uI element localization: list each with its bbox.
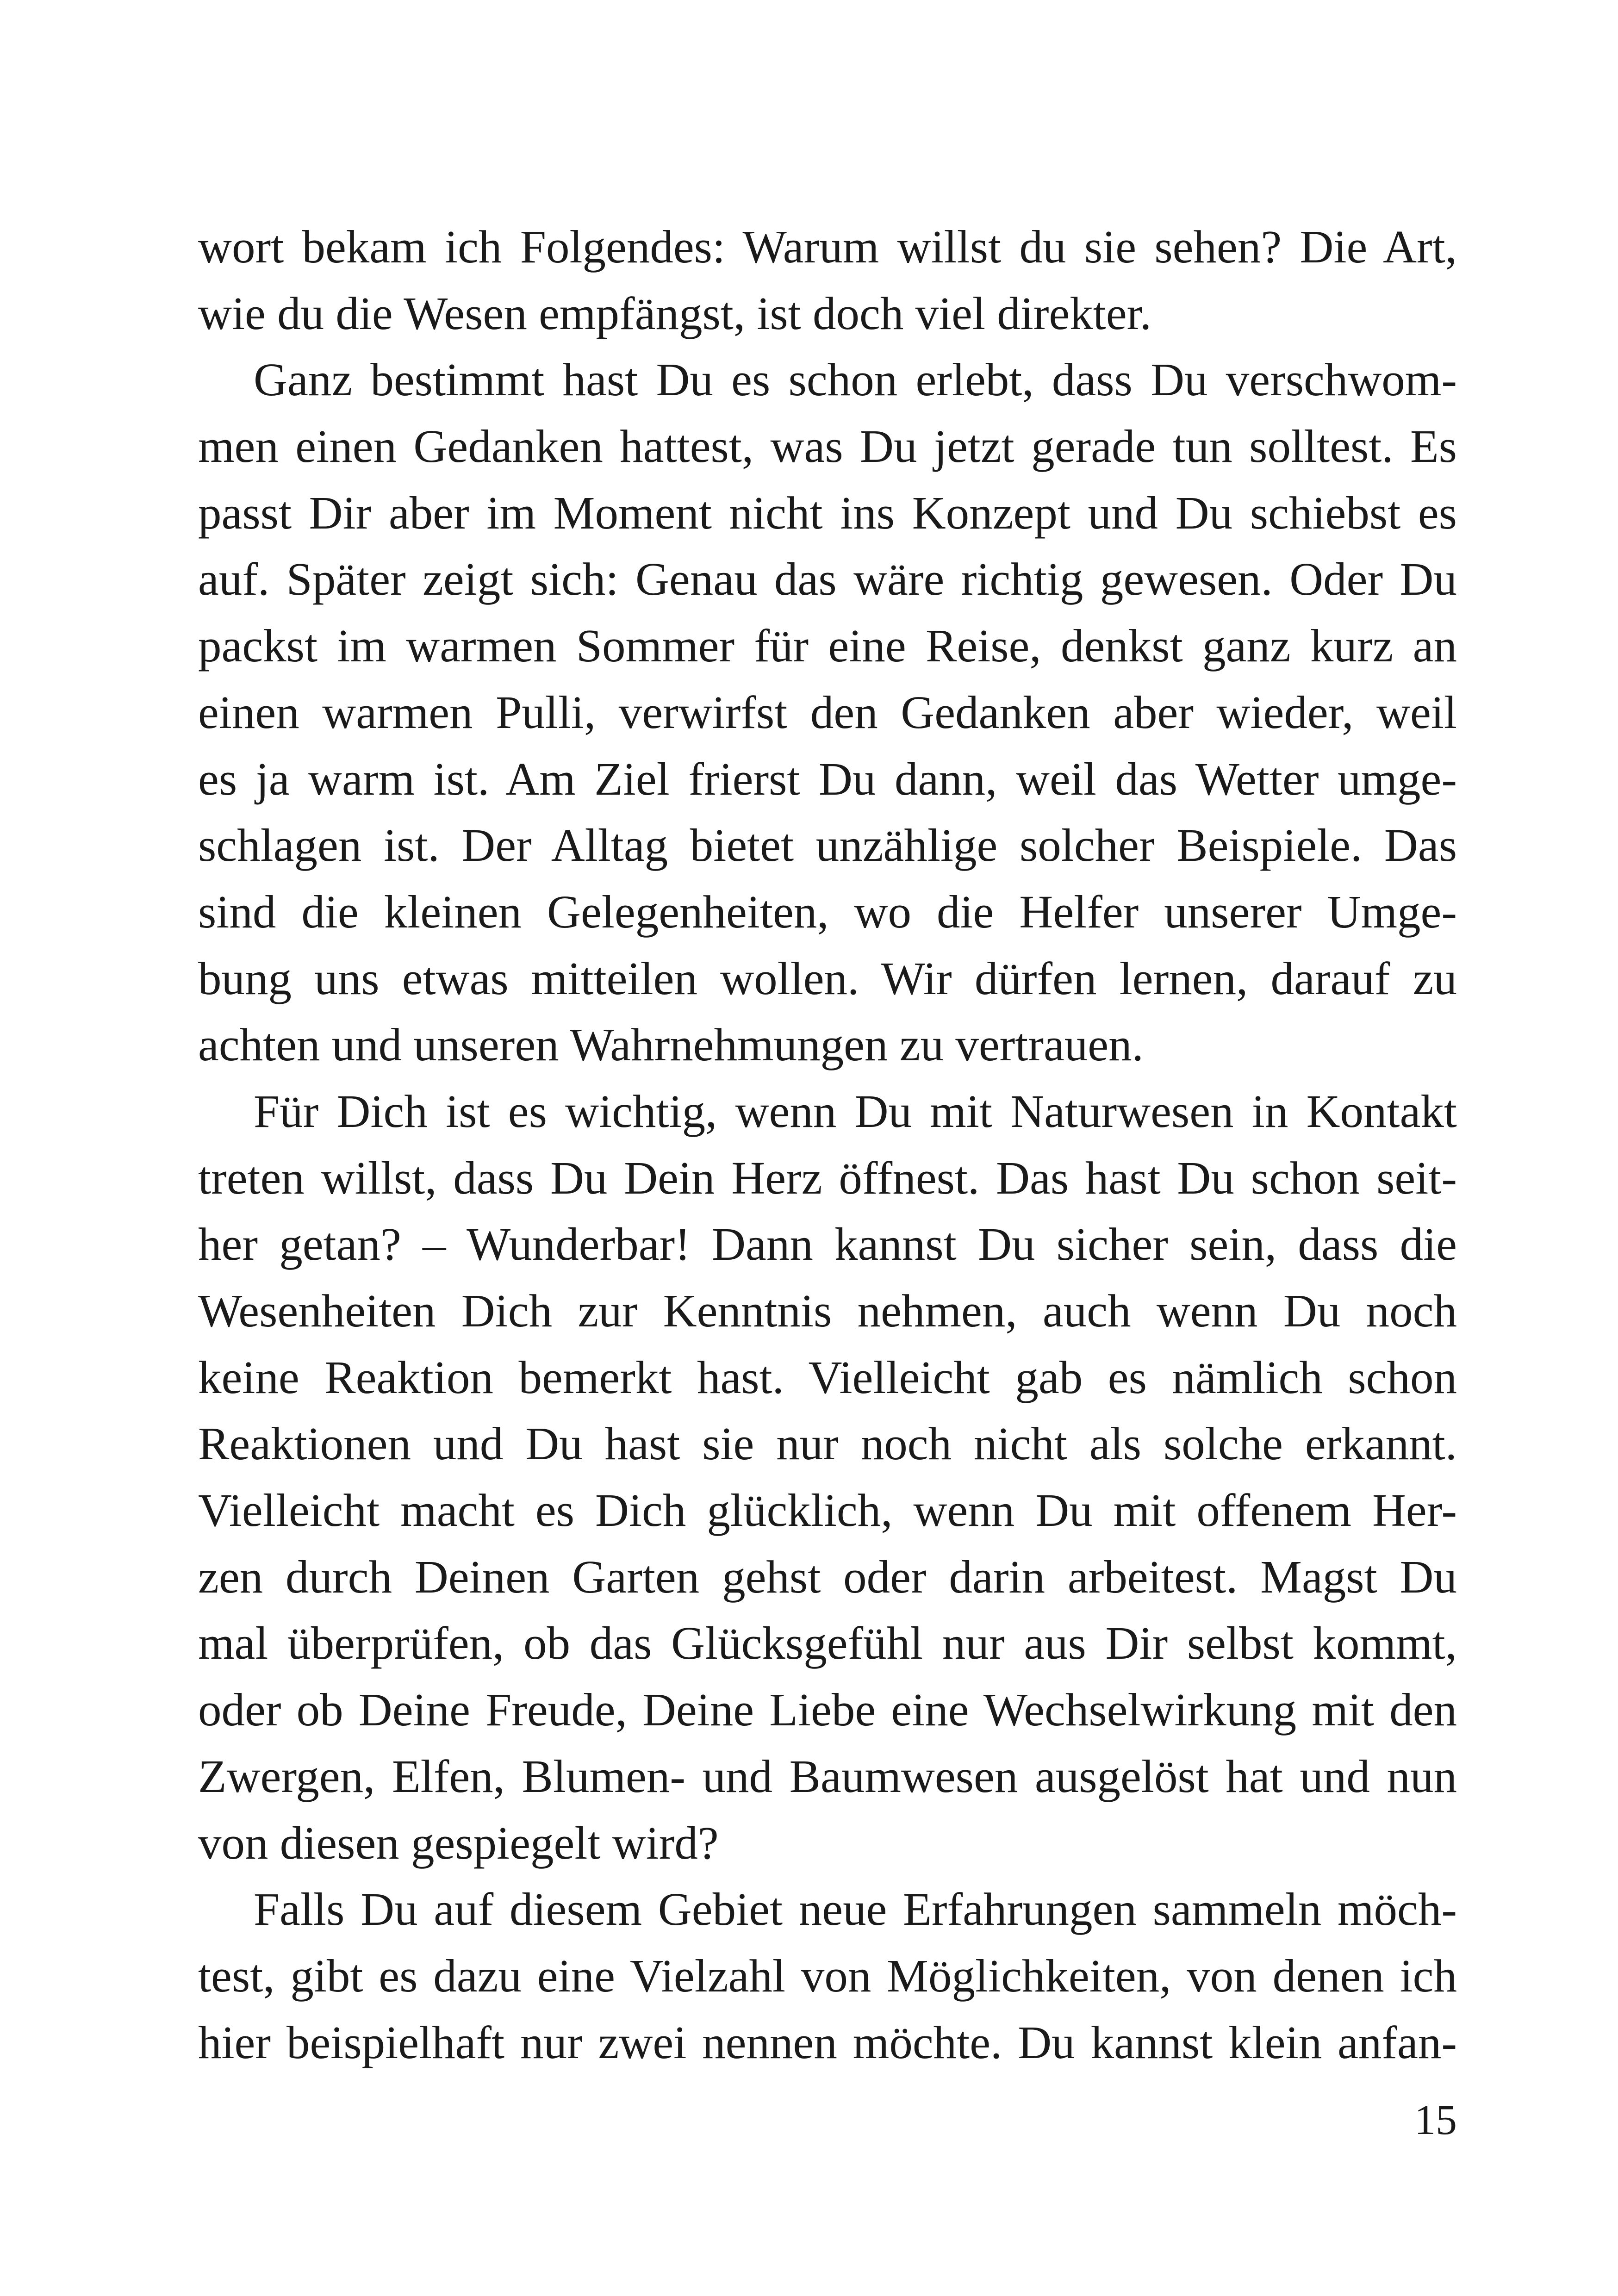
text-line: von diesen gespiegelt wird? [198,1817,719,1869]
text-line: es ja warm ist. Am Ziel frierst Du dann, weil das Wetter umge- [198,753,1457,805]
text-line: treten willst, dass Du Dein Herz öffnest. Das hast Du schon seit- [198,1151,1457,1204]
text-line: her getan? – Wunderbar! Dann kannst Du sicher sein, dass die [198,1218,1457,1270]
text-line: keine Reaktion bemerkt hast. Vielleicht gab es nämlich schon [198,1351,1457,1403]
text-line: mal überprüfen, ob das Glücksgefühl nur aus Dir selbst kommt, [198,1617,1457,1669]
text-line: Zwergen, Elfen, Blumen- und Baumwesen ausgelöst hat und nun [198,1750,1457,1802]
text-line: zen durch Deinen Garten gehst oder darin arbeitest. Magst Du [198,1550,1457,1603]
text-line: men einen Gedanken hattest, was Du jetzt gerade tun solltest. Es [198,420,1457,473]
page-number: 15 [1414,2096,1457,2143]
text-line: Ganz bestimmt hast Du es schon erlebt, dass Du verschwom- [254,354,1457,406]
text-line: achten und unseren Wahrnehmungen zu vertrauen. [198,1019,1144,1071]
text-line: Vielleicht macht es Dich glücklich, wenn Du mit offenem Her- [198,1484,1457,1537]
text-line: sind die kleinen Gelegenheiten, wo die Helfer unserer Umge- [198,885,1457,938]
text-line: bung uns etwas mitteilen wollen. Wir dürfen lernen, darauf zu [198,952,1457,1004]
text-line: test, gibt es dazu eine Vielzahl von Möglichkeiten, von denen ich [198,1949,1457,2002]
text-line: oder ob Deine Freude, Deine Liebe eine Wechselwirkung mit den [198,1684,1457,1736]
text-line: hier beispielhaft nur zwei nennen möchte. Du kannst klein anfan- [198,2016,1457,2068]
text-line: einen warmen Pulli, verwirfst den Gedanken aber wieder, weil [198,686,1457,738]
text-line: Für Dich ist es wichtig, wenn Du mit Naturwesen in Kontakt [254,1085,1457,1137]
text-line: Wesenheiten Dich zur Kenntnis nehmen, auch wenn Du noch [198,1285,1457,1337]
text-line: wort bekam ich Folgendes: Warum willst du sie sehen? Die Art, [198,221,1457,273]
text-line: Reaktionen und Du hast sie nur noch nicht als solche erkannt. [198,1418,1457,1470]
text-line: auf. Später zeigt sich: Genau das wäre richtig gewesen. Oder Du [198,553,1457,605]
text-line: wie du die Wesen empfängst, ist doch viel direkter. [198,287,1151,339]
body-text [198,214,1457,2076]
text-line: Falls Du auf diesem Gebiet neue Erfahrungen sammeln möch- [254,1883,1457,1935]
text-line: packst im warmen Sommer für eine Reise, denkst ganz kurz an [198,620,1457,672]
text-line: schlagen ist. Der Alltag bietet unzählige solcher Beispiele. Das [198,819,1457,871]
text-line: passt Dir aber im Moment nicht ins Konzept und Du schiebst es [198,486,1457,539]
